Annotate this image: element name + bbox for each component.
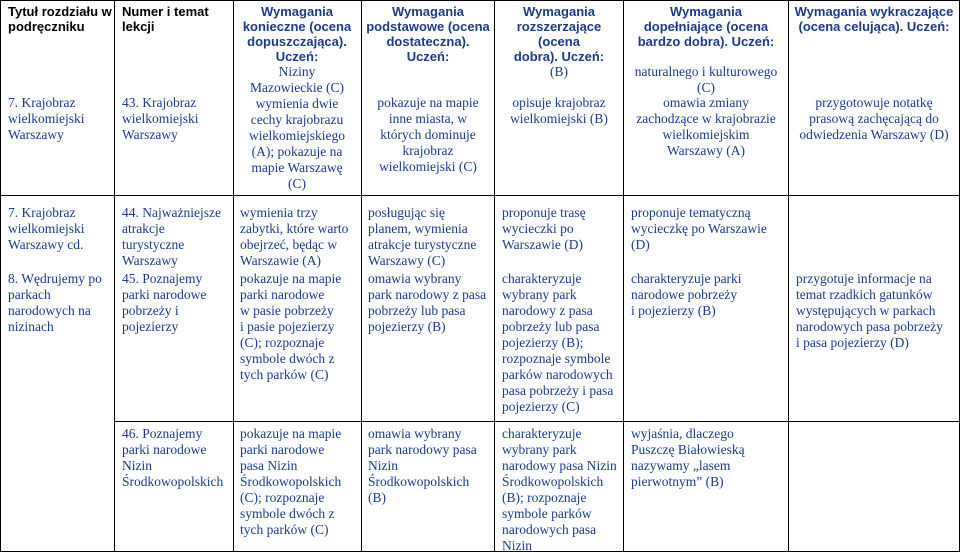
header-required: Wymagania konieczne (ocena dopuszczająca). Uczeń:: [242, 4, 352, 64]
req-basic-44: posługując się planem, wymienia atrakcje turystyczne Warszawy (C): [368, 205, 477, 268]
chapter-title-warsaw: 7. Krajobraz wielkomiejski Warszawy: [8, 95, 85, 142]
lesson-45: 45. Poznajemy parki narodowe pobrzeży i pojezierzy: [122, 271, 207, 334]
req-extended-44: proponuje trasę wycieczki po Warszawie (D): [502, 205, 586, 252]
req-extended-46: charakteryzuje wybrany park narodowy pasa Nizin Środkowopolskich (B); rozpoznaje symbole parków narodowych pasa Nizin: [502, 426, 617, 553]
col-divider-3: [361, 0, 362, 552]
row-divider-middle: [114, 421, 960, 422]
req-supplementary-44: proponuje tematyczną wycieczkę po Warszawie (D): [631, 205, 767, 252]
req-extended-43-b: opisuje krajobraz wielkomiejski (B): [510, 95, 608, 126]
req-supplementary-43-b: omawia zmiany zachodzące w krajobrazie wielkomiejskim Warszawy (A): [636, 95, 776, 158]
col-divider-4: [494, 0, 495, 552]
req-supplementary-43-a: naturalnego i kulturowego (C): [634, 64, 778, 95]
lesson-46: 46. Poznajemy parki narodowe Nizin Środkowopolskich: [122, 426, 224, 489]
header-lesson-number: Numer i temat lekcji: [122, 4, 209, 34]
req-extended-43-a: (B): [550, 64, 568, 79]
header-basic: Wymagania podstawowe (ocena dostateczna). Uczeń:: [366, 4, 490, 64]
col-divider-6: [788, 0, 789, 552]
req-required-44: wymienia trzy zabytki, które warto obejrzeć, będąc w Warszawie (A): [240, 205, 349, 268]
lesson-44: 44. Najważniejsze atrakcje turystyczne Warszawy: [122, 205, 221, 268]
chapter-title-warsaw-cont: 7. Krajobraz wielkomiejski Warszawy cd.: [8, 205, 85, 252]
table-border-top: [0, 0, 960, 1]
table-border-left: [0, 0, 1, 552]
req-basic-46: omawia wybrany park narodowy pasa Nizin Środkowopolskich (B): [368, 426, 477, 505]
row-divider-header: [0, 195, 960, 196]
chapter-title-national-parks: 8. Wędrujemy po parkach narodowych na nizinach: [8, 271, 102, 334]
col-divider-5: [623, 0, 624, 552]
req-extended-45: charakteryzuje wybrany park narodowy z pasa pobrzeży lub pasa pojezierzy (B); rozpoznaje symbole parków narodowych pasa pobrzeży i pasa pojezierzy (C): [502, 271, 614, 414]
req-supplementary-46: wyjaśnia, dlaczego Puszczę Białowieską nazywamy „lasem pierwotnym” (B): [631, 426, 745, 489]
req-required-45: pokazuje na mapie parki narodowe w pasie pobrzeży i pasie pojezierzy (C); rozpoznaje symbole dwóch z tych parków (C): [240, 271, 342, 382]
req-advanced-45: przygotuje informacje na temat rzadkich gatunków występujących w parkach narodowych pasa pobrzeży i pasa pojezierzy (D): [796, 271, 943, 350]
req-required-46: pokazuje na mapie parki narodowe pasa Nizin Środkowopolskich (C); rozpoznaje symbole dwóch z tych parków (C): [240, 426, 342, 537]
header-extended: Wymagania rozszerzające (ocena dobra). Uczeń:: [513, 4, 605, 64]
col-divider-1: [114, 0, 115, 552]
req-required-43: Niziny Mazowieckie (C) wymienia dwie cechy krajobrazu wielkomiejskiego (A); pokazuje na mapie Warszawę (C): [249, 64, 345, 191]
lesson-43: 43. Krajobraz wielkomiejski Warszawy: [122, 95, 199, 142]
col-divider-2: [233, 0, 234, 552]
header-advanced: Wymagania wykraczające (ocena celująca). Uczeń:: [794, 4, 954, 34]
header-chapter-title: Tytuł rozdziału w podręczniku: [8, 4, 112, 34]
header-supplementary: Wymagania dopełniające (ocena bardzo dobra). Uczeń:: [637, 4, 775, 49]
req-advanced-43: przygotowuje notatkę prasową zachęcającą do odwiedzenia Warszawy (D): [799, 95, 949, 142]
req-supplementary-45: charakteryzuje parki narodowe pobrzeży i pojezierzy (B): [631, 271, 742, 318]
req-basic-45: omawia wybrany park narodowy z pasa pobrzeży lub pasa pojezierzy (B): [368, 271, 487, 334]
req-basic-43: pokazuje na mapie inne miasta, w których dominuje krajobraz wielkomiejski (C): [377, 95, 479, 174]
